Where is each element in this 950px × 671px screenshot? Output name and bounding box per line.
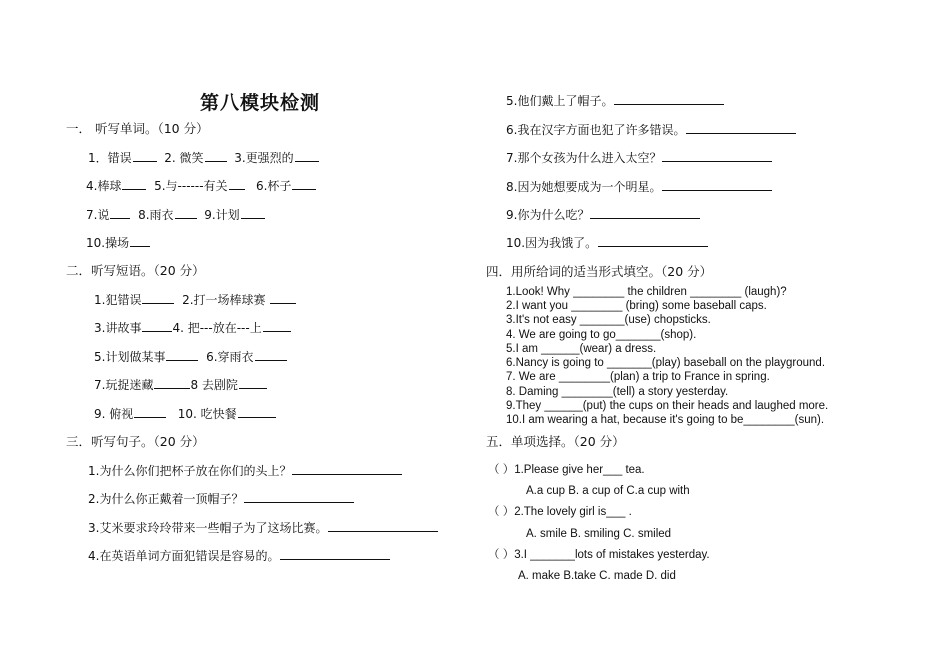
answer-blank[interactable] — [133, 150, 157, 162]
phrase-item: 6.穿雨衣 — [206, 350, 254, 364]
fill-item: 1.Look! Why ________ the children ________ (laugh)? — [506, 286, 787, 298]
phrase-item: 3.讲故事 — [94, 321, 142, 335]
sentence-item — [506, 207, 700, 223]
fill-item: 4. We are going to go_______(shop). — [506, 329, 697, 341]
word-item: 7.说 — [86, 208, 110, 222]
section-1-row — [86, 235, 150, 251]
section-2-heading: 二．听写短语。（20 分） — [66, 263, 205, 278]
phrase-item: 5.计划做某事 — [94, 350, 166, 364]
fill-item: 5.I am ______(wear) a dress. — [506, 343, 657, 355]
sentence-text: 8.因为她想要成为一个明星。 — [506, 180, 662, 194]
phrase-item: 2.打一场棒球赛 — [182, 293, 266, 307]
sentence-text: 5.他们戴上了帽子。 — [506, 94, 614, 108]
phrase-item: 7.玩捉迷藏 — [94, 378, 154, 392]
sentence-item — [88, 491, 354, 507]
word-item: 5.与------有关 — [154, 179, 228, 193]
answer-blank[interactable] — [662, 179, 772, 191]
sentence-item — [506, 235, 708, 251]
answer-blank[interactable] — [229, 178, 245, 190]
section-2-row — [94, 349, 287, 365]
section-1-row — [86, 178, 316, 194]
sentence-item — [88, 548, 390, 564]
word-item: 6.杯子 — [255, 179, 292, 193]
section-1-row — [86, 207, 265, 223]
mc-question: （ ）2.The lovely girl is___ . — [488, 506, 632, 518]
answer-blank[interactable] — [205, 150, 227, 162]
answer-blank[interactable] — [239, 377, 267, 389]
answer-blank[interactable] — [122, 178, 146, 190]
sentence-item — [506, 179, 772, 195]
page-title: 第八模块检测 — [200, 92, 321, 114]
fill-item: 6.Nancy is going to _______(play) baseball on the playground. — [506, 357, 826, 369]
answer-blank[interactable] — [134, 406, 166, 418]
sentence-text: 9.你为什么吃？ — [506, 208, 590, 222]
section-4-heading: 四．用所给词的适当形式填空。（20 分） — [486, 264, 713, 279]
mc-options: A.a cup B. a cup of C.a cup with — [526, 485, 690, 497]
section-3-heading: 三．听写句子。（20 分） — [66, 434, 205, 449]
answer-blank[interactable] — [598, 235, 708, 247]
fill-item: 8. Daming ________(tell) a story yesterday. — [506, 386, 729, 398]
answer-blank[interactable] — [292, 178, 316, 190]
sentence-text: 1.为什么你们把杯子放在你们的头上？ — [88, 464, 292, 478]
sentence-item — [88, 463, 402, 479]
word-item: 2. 微笑 — [164, 151, 204, 165]
section-2-row — [94, 320, 291, 336]
answer-blank[interactable] — [130, 235, 150, 247]
section-1-row — [88, 150, 319, 166]
answer-blank[interactable] — [142, 320, 172, 332]
fill-item: 7. We are ________(plan) a trip to France in spring. — [506, 371, 770, 383]
phrase-item: 4. 把---放在---上 — [172, 321, 262, 335]
word-item: 10.操场 — [86, 236, 130, 250]
answer-blank[interactable] — [255, 349, 287, 361]
section-2-row — [94, 377, 267, 393]
mc-options: A. smile B. smiling C. smiled — [526, 528, 672, 540]
word-item: 9.计划 — [204, 208, 240, 222]
fill-item: 9.They ______(put) the cups on their heads and laughed more. — [506, 400, 829, 412]
answer-blank[interactable] — [590, 207, 700, 219]
answer-blank[interactable] — [110, 207, 130, 219]
sentence-text: 10.因为我饿了。 — [506, 236, 598, 250]
answer-blank[interactable] — [280, 548, 390, 560]
phrase-item: 10. 吃快餐 — [177, 407, 237, 421]
section-5-heading: 五．单项选择。（20 分） — [486, 434, 625, 449]
answer-blank[interactable] — [241, 207, 265, 219]
answer-blank[interactable] — [270, 292, 296, 304]
answer-blank[interactable] — [263, 320, 291, 332]
answer-blank[interactable] — [686, 122, 796, 134]
answer-blank[interactable] — [238, 406, 276, 418]
phrase-item: 8 去剧院 — [190, 378, 238, 392]
answer-blank[interactable] — [614, 93, 724, 105]
word-item: 3.更强烈的 — [234, 151, 294, 165]
answer-blank[interactable] — [175, 207, 197, 219]
answer-blank[interactable] — [662, 150, 772, 162]
answer-blank[interactable] — [295, 150, 319, 162]
fill-item: 3.It's not easy _______(use) chopsticks. — [506, 314, 711, 326]
section-2-row — [94, 292, 296, 308]
answer-blank[interactable] — [142, 292, 174, 304]
answer-blank[interactable] — [244, 491, 354, 503]
fill-item: 2.I want you ________ (bring) some baseball caps. — [506, 300, 767, 312]
sentence-text: 7.那个女孩为什么进入太空？ — [506, 151, 662, 165]
sentence-text: 3.艾米要求玲玲带来一些帽子为了这场比赛。 — [88, 521, 328, 535]
word-item: 8.雨衣 — [138, 208, 174, 222]
phrase-item: 1.犯错误 — [94, 293, 142, 307]
mc-question: （ ）3.I _______lots of mistakes yesterday. — [488, 549, 710, 561]
sentence-text: 4.在英语单词方面犯错误是容易的。 — [88, 549, 280, 563]
word-item: 4.棒球 — [86, 179, 122, 193]
sentence-item — [506, 93, 724, 109]
section-2-row — [94, 406, 276, 422]
answer-blank[interactable] — [292, 463, 402, 475]
mc-question: （ ）1.Please give her___ tea. — [488, 464, 645, 476]
fill-item: 10.I am wearing a hat, because it's going to be________(sun). — [506, 414, 825, 426]
mc-options: A. make B.take C. made D. did — [518, 570, 676, 582]
answer-blank[interactable] — [328, 520, 438, 532]
section-1-heading: 一． 听写单词。（10 分） — [66, 121, 209, 136]
sentence-item — [88, 520, 438, 536]
sentence-text: 6.我在汉字方面也犯了许多错误。 — [506, 123, 686, 137]
phrase-item: 9. 俯视 — [94, 407, 134, 421]
word-item: 1．错误 — [88, 151, 132, 165]
sentence-text: 2.为什么你正戴着一顶帽子？ — [88, 492, 244, 506]
answer-blank[interactable] — [154, 377, 190, 389]
sentence-item — [506, 122, 796, 138]
answer-blank[interactable] — [166, 349, 198, 361]
sentence-item — [506, 150, 772, 166]
